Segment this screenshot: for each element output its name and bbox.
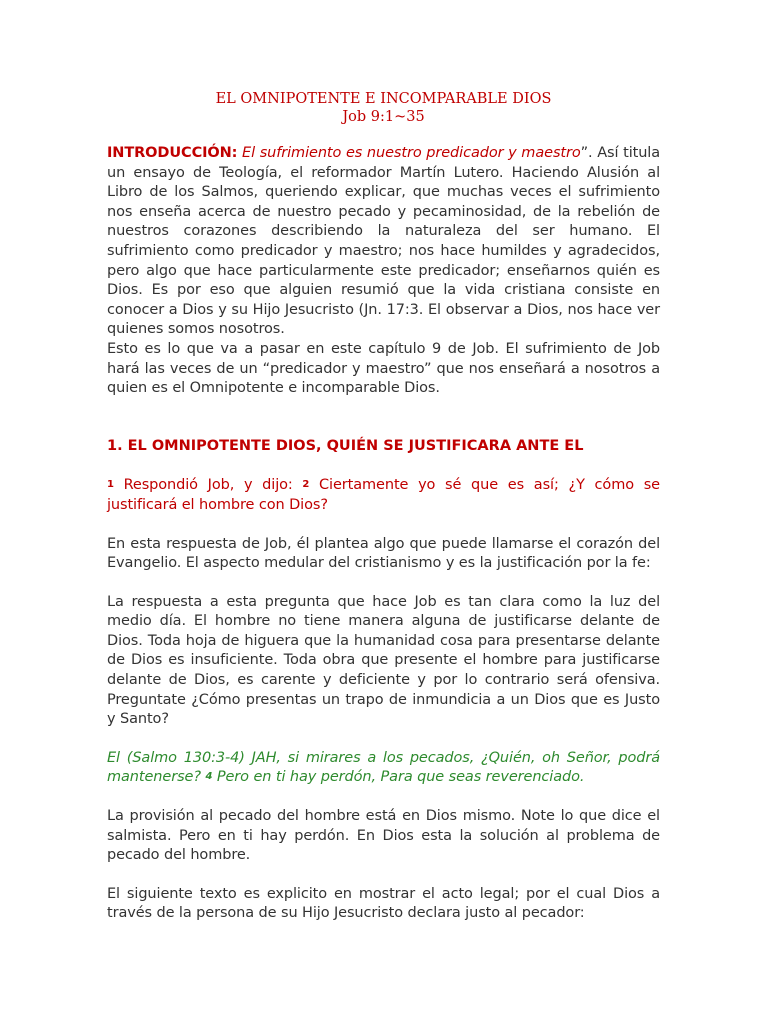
verse-number-2: 2 bbox=[302, 479, 310, 491]
intro-quote-end: ”. bbox=[580, 145, 593, 161]
verse-text-1: Respondió Job, y dijo: bbox=[113, 477, 303, 494]
intro-quote: El sufrimiento es nuestro predicador y maestro bbox=[237, 145, 581, 161]
title-line-2: Job 9:1~35 bbox=[342, 109, 425, 125]
verse-psalm-130 bbox=[107, 749, 660, 788]
verse-text-2: Ciertamente yo sé que es así; ¿Y cómo se justificará el hombre con Dios? bbox=[107, 477, 660, 513]
paragraph-legal-act: El siguiente texto es explicito en mostrar el acto legal; por el cual Dios a través de la persona de su Hijo Jesucristo declara justo al pecador: bbox=[107, 885, 660, 922]
paragraph-gospel-heart: En esta respuesta de Job, él plantea algo que puede llamarse el corazón del Evangelio. El aspecto medular del cristianismo y es la justificación por la fe: bbox=[107, 535, 660, 572]
intro-text-1: Así titula un ensayo de Teología, el reformador Martín Lutero. Haciendo Alusión al Libro de los Salmos, queriendo explicar, que muchas veces el sufrimiento nos enseña acerca de nuestro pecado y pecaminosidad, de la rebelión de nuestros corazones describiendo la naturaleza del ser humano. El sufrimiento como predicador y maestro; nos hace humildes y agradecidos, pero algo que hace particularmente este predicador; enseñarnos quién es Dios. Es por eso que alguien resumió que la vida cristiana consiste en conocer a Dios y su Hijo Jesucristo (Jn. 17:3. El observar a Dios, nos hace ver quienes somos nosotros. bbox=[107, 145, 661, 338]
paragraph-provision: La provisión al pecado del hombre está en Dios mismo. Note lo que dice el salmista. Pero en ti hay perdón. En Dios esta la solución al problema de pecado del hombre. bbox=[107, 808, 660, 864]
intro-paragraph-2: Esto es lo que va a pasar en este capítulo 9 de Job. El sufrimiento de Job hará las veces de un “predicador y maestro” que nos enseñará a nosotros a quien es el Omnipotente e incomparable Dios. bbox=[107, 340, 660, 397]
paragraph-justification: La respuesta a esta pregunta que hace Job es tan clara como la luz del medio día. El hombre no tiene manera alguna de justificarse delante de Dios. Toda hoja de higuera que la humanidad cosa para presentarse delante de Dios es insuficiente. Toda obra que presente el hombre para justificarse delante de Dios, es carente y deficiente y por lo contrario será ofensiva. Preguntate ¿Cómo presentas un trapo de inmundicia a un Dios que es Justo y Santo? bbox=[107, 593, 660, 728]
title-line-1: EL OMNIPOTENTE E INCOMPARABLE DIOS bbox=[215, 91, 552, 107]
psalm-text-1: El (Salmo 130:3-4) JAH, si mirares a los pecados, ¿Quién, oh Señor, podrá mantenerse? bbox=[107, 749, 660, 786]
intro-paragraph bbox=[107, 144, 660, 340]
document-title bbox=[107, 90, 660, 126]
intro-label: INTRODUCCIÓN: bbox=[107, 145, 238, 161]
verse-number-1: 1 bbox=[107, 479, 114, 491]
section-1-heading: 1. EL OMNIPOTENTE DIOS, QUIÉN SE JUSTIFICARA ANTE EL bbox=[107, 437, 584, 454]
document-page bbox=[107, 90, 660, 924]
verse-job-9-1-2 bbox=[107, 476, 660, 515]
psalm-text-2: Pero en ti hay perdón, Para que seas reverenciado. bbox=[212, 769, 585, 786]
psalm-verse-number: 4 bbox=[205, 771, 213, 783]
